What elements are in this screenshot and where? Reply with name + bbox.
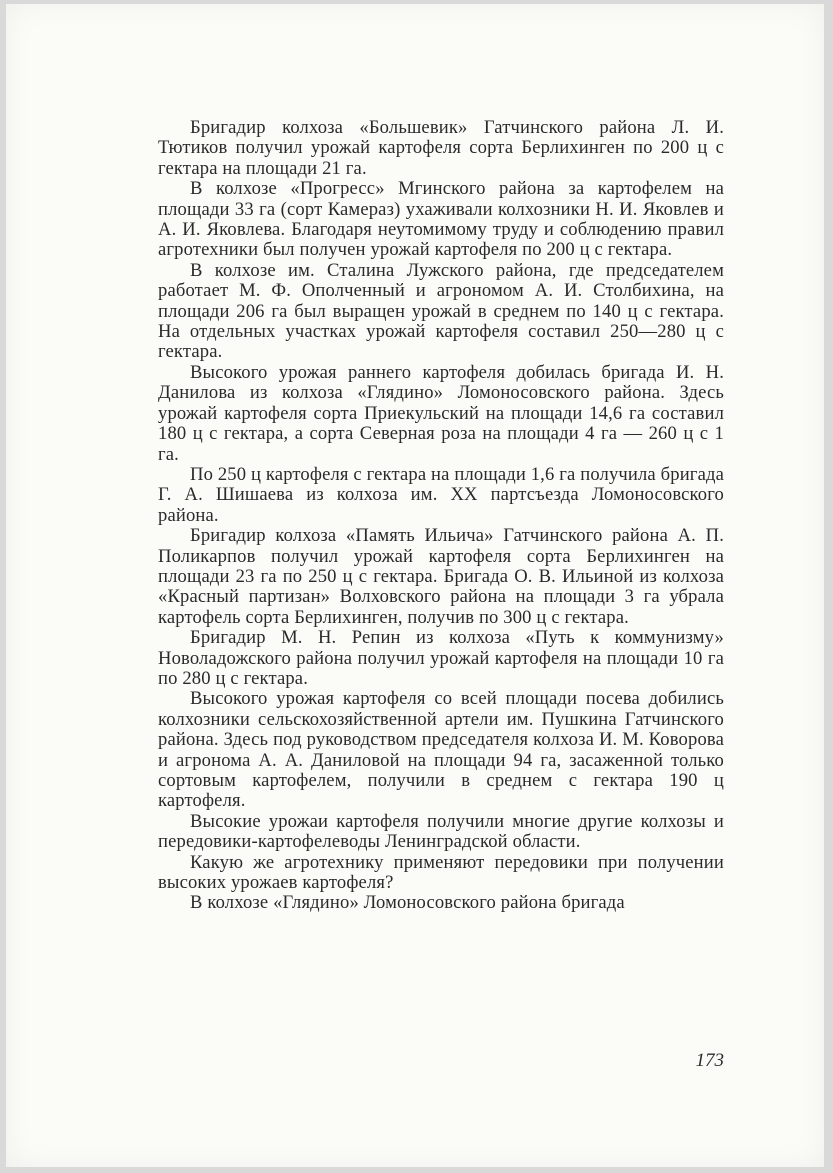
paragraph-5: По 250 ц картофеля с гектара на площади 1,6 га получила бригада Г. А. Шишаева из колхоза им. XX партсъезда Ломоносовского района. xyxy=(158,463,724,526)
paragraph-1: Бригадир колхоза «Большевик» Гатчинского района Л. И. Тютиков получил урожай картофеля сорта Берлихинген по 200 ц с гектара на площади 21 га. xyxy=(158,117,724,179)
paragraph-7: Бригадир М. Н. Репин из колхоза «Путь к коммунизму» Новоладожского района получил урожай картофеля на площади 10 га по 280 ц с гектара. xyxy=(158,627,724,689)
page-number: 173 xyxy=(695,1050,724,1071)
paragraph-10: Какую же агротехнику применяют передовики при получении высоких урожаев картофеля? xyxy=(158,851,724,894)
paragraph-6: Бригадир колхоза «Память Ильича» Гатчинского района А. П. Поликарпов получил урожай картофеля сорта Берлихинген на площади 23 га по 250 ц с гектара. Бригада О. В. Ильиной из колхоза «Красный партизан» Волховского района на площади 3 га убрала картофель сорта Берлихинген, получив по 300 ц с гектара. xyxy=(158,525,724,628)
book-page xyxy=(6,4,824,1167)
paragraph-8: Высокого урожая картофеля со всей площади посева добились колхозники сельскохозяйственной артели им. Пушкина Гатчинского района. Здесь под руководством председателя колхоза И. М. Коворова и агронома А. А. Даниловой на площади 94 га, засаженной только сортовым картофелем, получили в среднем с гектара 190 ц картофеля. xyxy=(158,688,724,812)
paragraph-9: Высокие урожаи картофеля получили многие другие колхозы и передовики-картофелеводы Ленинградской области. xyxy=(158,810,724,853)
paragraph-4: Высокого урожая раннего картофеля добилась бригада И. Н. Данилова из колхоза «Глядино» Ломоносовского района. Здесь урожай картофеля сорта Приекульский на площади 14,6 га составил 180 ц с гектара, а сорта Северная роза на площади 4 га — 260 ц с 1 га. xyxy=(158,361,724,465)
page-text xyxy=(158,118,724,914)
paragraph-11: В колхозе «Глядино» Ломоносовского района бригада xyxy=(190,892,625,914)
paragraph-2: В колхозе «Прогресс» Мгинского района за картофелем на площади 33 га (сорт Камераз) ухаживали колхозники Н. И. Яковлев и А. И. Яковлева. Благодаря неутомимому труду и соблюдению правил агротехники был получен урожай картофеля по 200 ц с гектара. xyxy=(158,178,724,261)
paragraph-3: В колхозе им. Сталина Лужского района, где председателем работает М. Ф. Ополченный и агрономом А. И. Столбихина, на площади 206 га был выращен урожай в среднем по 140 ц с гектара. На отдельных участках урожай картофеля составил 250—280 ц с гектара. xyxy=(158,259,724,363)
